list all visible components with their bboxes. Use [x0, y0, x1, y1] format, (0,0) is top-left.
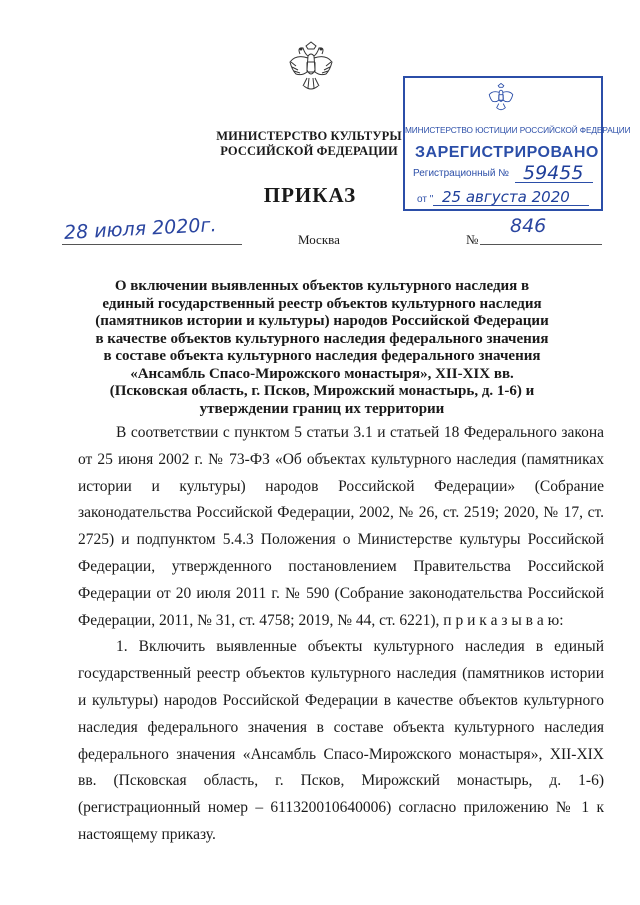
ministry-line-1: МИНИСТЕРСТВО КУЛЬТУРЫ — [216, 129, 402, 143]
paragraph-preamble: В соответствии с пунктом 5 статьи 3.1 и статьей 18 Федерального закона от 25 июня 2002 г. № 73-ФЗ «Об объектах культурного наследия (памятниках истории и культуры) народов Российской Федерации» (Собрание законодательства Российской Федерации, 2002, № 26, ст. 2519; 2020, № 17, ст. 2725) и подпунктом 5.4.3 Положения о Министерстве культуры Российской Федерации, утвержденного постановлением Правительства Российской Федерации от 20 июля 2011 г. № 590 (Собрание законодательства Российской Федерации, 2011, № 31, ст. 4758; 2019, № 44, ст. 6221), п р и к а з ы в а ю: — [78, 424, 604, 629]
ministry-line-2: РОССИЙСКОЙ ФЕДЕРАЦИИ — [220, 144, 398, 158]
document-type: ПРИКАЗ — [263, 183, 357, 207]
stamp-coat-of-arms-icon — [487, 82, 515, 114]
stamp-reg-number: 59455 — [523, 162, 584, 184]
ministry-name — [196, 129, 422, 159]
stamp-date-prefix: от " — [417, 194, 434, 205]
city: Москва — [298, 232, 340, 247]
stamp-organization: МИНИСТЕРСТВО ЮСТИЦИИ РОССИЙСКОЙ ФЕДЕРАЦИИ — [405, 125, 631, 135]
paragraph-item-1: 1. Включить выявленные объекты культурного наследия в единый государственный реестр объектов культурного наследия (памятников истории и культуры) народов Российской Федерации в качестве объектов культурного наследия федерального значения в составе объекта культурного наследия федерального значения «Ансамбль Спасо-Мирожского монастыря», XII-XIX вв. (Псковская область, г. Псков, Мирожский монастырь, д. 1-6) (регистрационный номер – 611320010640006) согласно приложению № 1 к настоящему приказу. — [78, 638, 604, 843]
number-sign: № — [466, 232, 479, 247]
stamp-date — [442, 188, 570, 206]
number-underline — [480, 244, 602, 245]
document-body — [78, 420, 604, 849]
registration-stamp — [403, 76, 631, 211]
handwritten-date: 28 июля 2020г. — [63, 214, 218, 244]
stamp-date-year: 20 — [550, 188, 570, 206]
stamp-reg-label: Регистрационный № — [413, 168, 509, 179]
stamp-date-underline — [433, 205, 589, 206]
coat-of-arms-icon — [286, 40, 336, 96]
date-underline — [62, 244, 242, 245]
stamp-number-underline — [515, 182, 593, 183]
stamp-status: ЗАРЕГИСТРИРОВАНО — [415, 144, 599, 161]
stamp-date-value: 25 августа 20 — [442, 188, 551, 206]
document-title: О включении выявленных объектов культурного наследия в единый государственный реестр объектов культурного наследия (памятников истории и культуры) народов Российской Федерации в качестве объектов культурного наследия федерального значения в составе объекта культурного наследия федерального значения «Ансамбль Спасо-Мирожского монастыря», XII-XIX вв. (Псковская область, г. Псков, Мирожский монастырь, д. 1-6) и утверждении границ их территории — [95, 278, 549, 417]
handwritten-number: 846 — [510, 215, 547, 237]
